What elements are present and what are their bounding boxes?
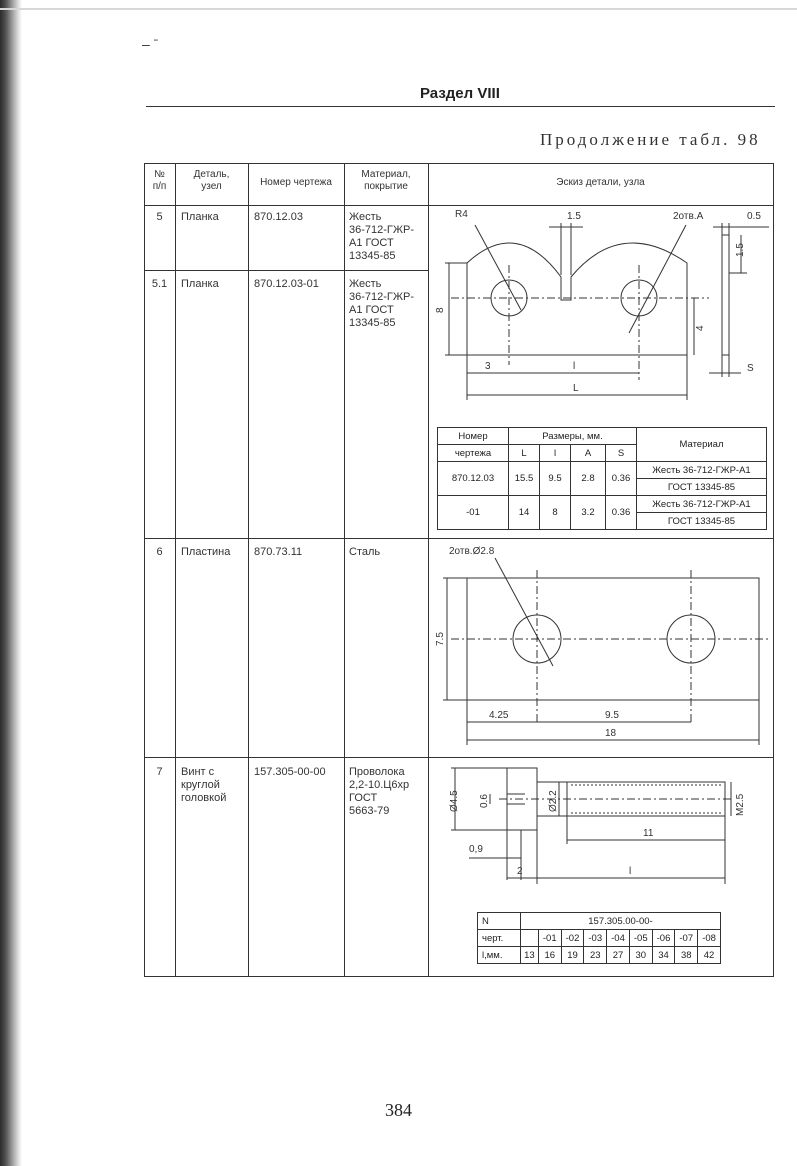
row-6-num: 6 (156, 546, 163, 558)
label-thickness-0-5: 0.5 (747, 211, 761, 222)
len-8: 42 (698, 947, 721, 964)
label-r4: R4 (455, 209, 468, 220)
td-A-2: 3.2 (571, 496, 606, 530)
label-screw-0-6: 0.6 (479, 794, 490, 808)
header-material: Материал, покрытие (361, 169, 411, 192)
td-L-2: 14 (509, 496, 540, 530)
code-4: -04 (607, 930, 630, 947)
len-0: 13 (521, 947, 539, 964)
th-screw-l: l,мм. (478, 947, 521, 964)
col-divider-3 (344, 163, 345, 977)
holes-leader (629, 225, 686, 333)
len-1: 16 (538, 947, 561, 964)
screw-length-table (477, 912, 721, 964)
td-S-1: 0.36 (606, 462, 637, 496)
header-rule (146, 106, 775, 107)
plate-side-view (722, 235, 729, 355)
code-1: -01 (538, 930, 561, 947)
sketch-plate-drawing (429, 205, 774, 420)
td-mat-2b: ГОСТ 13345-85 (637, 513, 767, 530)
row-divider-51 (144, 538, 774, 539)
th-material: Материал (637, 428, 767, 462)
row-divider-6 (144, 757, 774, 758)
label-screw-d4-5: Ø4.5 (449, 790, 460, 812)
label-height-1-5: 1.5 (735, 243, 746, 257)
row-6-material: Сталь (349, 546, 381, 558)
label-screw-11: 11 (643, 828, 654, 839)
plate-dimensions-table (437, 427, 767, 530)
section-title: Раздел VIII (420, 85, 500, 102)
td-S-2: 0.36 (606, 496, 637, 530)
r4-leader (475, 225, 521, 310)
row-5-drawing: 870.12.03 (254, 211, 303, 223)
td-mat-1a: Жесть 36-712-ГЖР-А1 (637, 462, 767, 479)
label-height-8: 8 (435, 307, 446, 313)
header-part: Деталь, узел (193, 169, 230, 192)
td-A-1: 2.8 (571, 462, 606, 496)
th-drawing: чертежа (438, 445, 509, 462)
code-5: -05 (629, 930, 652, 947)
label-slot-1-5: 1.5 (567, 211, 581, 222)
th-A: A (571, 445, 606, 462)
th-number: Номер (438, 428, 509, 445)
label-plastina-4-25: 4.25 (489, 710, 509, 721)
code-7: -07 (675, 930, 698, 947)
len-6: 34 (652, 947, 675, 964)
td-num-2: -01 (438, 496, 509, 530)
col-divider-2 (248, 163, 249, 977)
label-dim-S: S (747, 363, 754, 374)
row-51-drawing: 870.12.03-01 (254, 278, 319, 290)
label-dim-3: 3 (485, 361, 491, 372)
header-sketch: Эскиз детали, узла (556, 177, 645, 188)
label-plastina-18: 18 (605, 728, 617, 739)
code-0 (521, 930, 539, 947)
row-5-material: Жесть 36-712-ГЖР- А1 ГОСТ 13345-85 (349, 211, 415, 262)
table-continuation: Продолжение табл. 98 (540, 130, 761, 149)
row-51-material: Жесть 36-712-ГЖР- А1 ГОСТ 13345-85 (349, 278, 415, 329)
code-3: -03 (584, 930, 607, 947)
len-5: 30 (629, 947, 652, 964)
label-screw-2: 2 (517, 866, 523, 877)
sketch-plastina-drawing (429, 540, 774, 750)
len-2: 19 (561, 947, 584, 964)
corner-mark: – ˉ (142, 36, 159, 52)
code-2: -02 (561, 930, 584, 947)
code-8: -08 (698, 930, 721, 947)
row-7-part: Винт с круглой головкой (181, 766, 227, 804)
row-51-part: Планка (181, 278, 219, 290)
label-screw-l: l (629, 866, 632, 877)
page-number: 384 (385, 1100, 412, 1120)
label-screw-m2-5: M2.5 (735, 793, 746, 816)
label-dim-l: l (573, 361, 576, 372)
row-7-num: 7 (156, 766, 163, 778)
row-7-material: Проволока 2,2-10.Ц6хр ГОСТ 5663-79 (349, 766, 410, 817)
td-mat-1b: ГОСТ 13345-85 (637, 479, 767, 496)
th-S: S (606, 445, 637, 462)
header-num: № п/п (152, 169, 167, 192)
row-7-drawing: 157.305-00-00 (254, 766, 326, 778)
th-l: l (540, 445, 571, 462)
label-dim-4: 4 (695, 325, 706, 331)
row-51-num: 5.1 (151, 278, 168, 290)
plate-outline (467, 243, 687, 355)
row-6-part: Пластина (181, 546, 231, 558)
len-7: 38 (675, 947, 698, 964)
td-num-1: 870.12.03 (438, 462, 509, 496)
table-border-top (144, 163, 774, 164)
th-screw-series: 157.305.00-00- (521, 913, 721, 930)
td-mat-2a: Жесть 36-712-ГЖР-А1 (637, 496, 767, 513)
label-dim-L: L (573, 383, 579, 394)
table-border-bottom (144, 976, 774, 977)
td-l-1: 9.5 (540, 462, 571, 496)
row-5-part: Планка (181, 211, 219, 223)
col-divider-1 (175, 163, 176, 977)
label-plastina-9-5: 9.5 (605, 710, 619, 721)
header-drawing: Номер чертежа (260, 177, 332, 188)
scan-edge-shadow (0, 0, 22, 1166)
label-screw-d2-2: Ø2.2 (548, 790, 559, 812)
scan-top-edge (0, 8, 797, 10)
row-5-num: 5 (156, 211, 163, 223)
len-4: 27 (607, 947, 630, 964)
sketch-screw-drawing (429, 760, 774, 910)
th-L: L (509, 445, 540, 462)
td-L-1: 15.5 (509, 462, 540, 496)
row-divider-5 (144, 270, 429, 271)
td-l-2: 8 (540, 496, 571, 530)
label-screw-0-9: 0,9 (469, 844, 483, 855)
code-6: -06 (652, 930, 675, 947)
plastina-holes-leader (495, 558, 553, 666)
th-screw-cher: черт. (478, 930, 521, 947)
th-sizes: Размеры, мм. (509, 428, 637, 445)
label-holes-a: 2отв.А (673, 211, 704, 222)
th-screw-n: N (478, 913, 521, 930)
label-plastina-7-5: 7.5 (435, 632, 446, 646)
label-plastina-holes: 2отв.Ø2.8 (449, 546, 495, 557)
len-3: 23 (584, 947, 607, 964)
row-6-drawing: 870.73.11 (254, 546, 303, 558)
